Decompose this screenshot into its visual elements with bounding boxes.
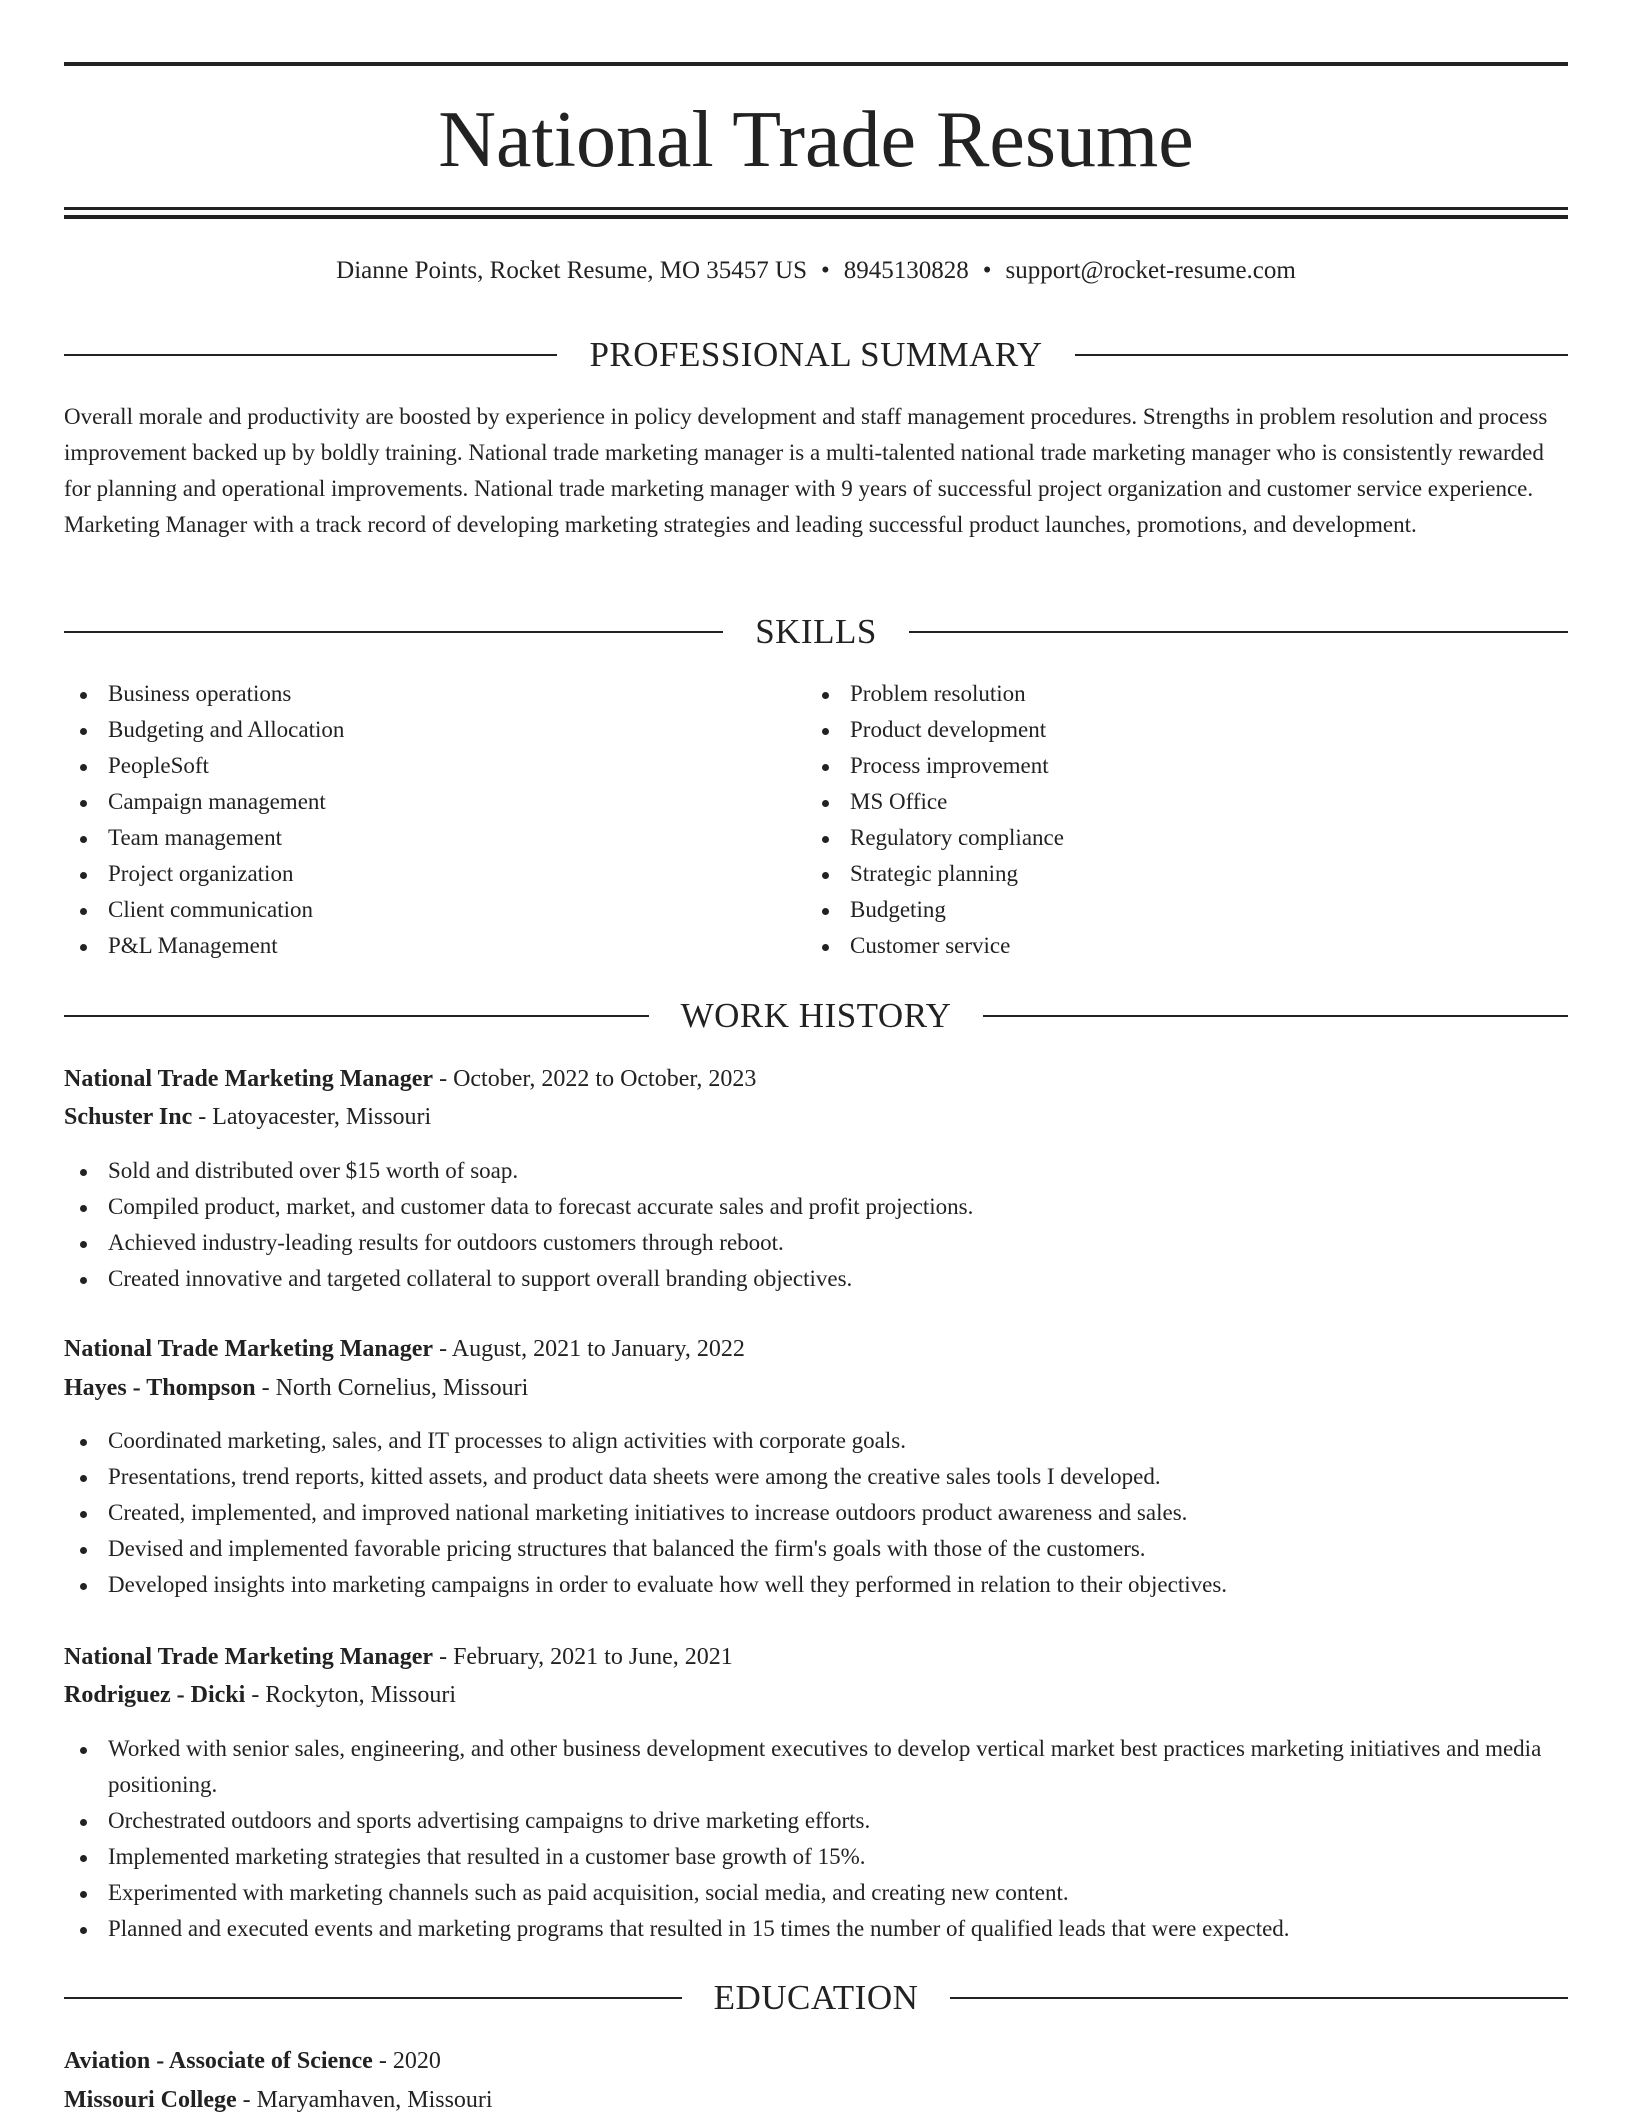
divider	[909, 631, 1568, 633]
list-item: Sold and distributed over $15 worth of soap.	[64, 1153, 1568, 1189]
divider	[950, 1997, 1568, 1999]
title-rule-upper	[64, 207, 1568, 210]
contact-email[interactable]: support@rocket-resume.com	[1005, 257, 1296, 284]
top-rule	[64, 62, 1568, 66]
list-item: Developed insights into marketing campaigns in order to evaluate how well they performed in relation to their objectives.	[64, 1567, 1568, 1603]
contact-separator: •	[982, 257, 992, 284]
job-title: National Trade Marketing Manager	[64, 1336, 434, 1362]
company-name: Rodriguez - Dicki	[64, 1682, 246, 1708]
skill-item: Business operations	[64, 676, 764, 712]
title-rule-lower	[64, 215, 1568, 219]
skills-list-left	[64, 676, 764, 964]
job-title: National Trade Marketing Manager	[64, 1066, 434, 1092]
list-item: Compiled product, market, and customer data to forecast accurate sales and profit projections.	[64, 1189, 1568, 1225]
skill-item: Strategic planning	[806, 856, 1506, 892]
skill-item: Project organization	[64, 856, 764, 892]
contact-line	[64, 255, 1568, 287]
skill-item: Customer service	[806, 928, 1506, 964]
section-header-skills	[64, 610, 1568, 654]
school-location: - Maryamhaven, Missouri	[236, 2087, 493, 2113]
contact-phone: 8945130828	[843, 257, 969, 284]
company-location: - North Cornelius, Missouri	[255, 1375, 529, 1401]
company-name: Schuster Inc	[64, 1104, 193, 1130]
section-header-work	[64, 994, 1568, 1038]
job-bullets	[64, 1153, 1568, 1297]
list-item: Achieved industry-leading results for outdoors customers through reboot.	[64, 1225, 1568, 1261]
skill-item: Process improvement	[806, 748, 1506, 784]
job-company-line	[64, 1370, 1568, 1406]
list-item: Implemented marketing strategies that resulted in a customer base growth of 15%.	[64, 1839, 1568, 1875]
job-title-line	[64, 1061, 1568, 1097]
skill-item: Problem resolution	[806, 676, 1506, 712]
list-item: Worked with senior sales, engineering, and other business development executives to develop vertical market best practices marketing initiatives and media positioning.	[64, 1731, 1568, 1803]
job-title: National Trade Marketing Manager	[64, 1644, 434, 1670]
degree-line	[64, 2043, 1568, 2079]
list-item: Devised and implemented favorable pricing structures that balanced the firm's goals with those of the customers.	[64, 1531, 1568, 1567]
skill-item: PeopleSoft	[64, 748, 764, 784]
job-company-line	[64, 1677, 1568, 1713]
skill-item: Client communication	[64, 892, 764, 928]
company-location: - Latoyacester, Missouri	[192, 1104, 432, 1130]
list-item: Coordinated marketing, sales, and IT processes to align activities with corporate goals.	[64, 1423, 1568, 1459]
list-item: Orchestrated outdoors and sports advertising campaigns to drive marketing efforts.	[64, 1803, 1568, 1839]
divider	[64, 631, 723, 633]
job-dates: - October, 2022 to October, 2023	[433, 1066, 757, 1092]
resume-title: National Trade Resume	[438, 96, 1194, 184]
job-dates: - August, 2021 to January, 2022	[433, 1336, 745, 1362]
skill-item: Budgeting	[806, 892, 1506, 928]
list-item: Experimented with marketing channels such as paid acquisition, social media, and creating new content.	[64, 1875, 1568, 1911]
skill-item: MS Office	[806, 784, 1506, 820]
skill-item: Budgeting and Allocation	[64, 712, 764, 748]
school-name: Missouri College	[64, 2087, 237, 2113]
divider	[1075, 354, 1568, 356]
degree-year: - 2020	[372, 2048, 441, 2074]
list-item: Presentations, trend reports, kitted assets, and product data sheets were among the creative sales tools I developed.	[64, 1459, 1568, 1495]
company-name: Hayes - Thompson	[64, 1375, 256, 1401]
skill-item: Product development	[806, 712, 1506, 748]
section-title: SKILLS	[755, 612, 877, 651]
section-header-education	[64, 1976, 1568, 2020]
degree-name: Aviation - Associate of Science	[64, 2048, 373, 2074]
job-title-line	[64, 1639, 1568, 1675]
contact-separator: •	[821, 257, 830, 284]
skill-item: Regulatory compliance	[806, 820, 1506, 856]
school-line	[64, 2082, 1568, 2118]
section-header-summary	[64, 333, 1568, 377]
summary-paragraph: Overall morale and productivity are boosted by experience in policy development and staff management procedures. Strengths in problem resolution and process improvement backed up by boldly training. National trade marketing manager is a multi-talented national trade marketing manager who is consistently rewarded for planning and operational improvements. National trade marketing manager with 9 years of successful project organization and customer service experience. Marketing Manager with a track record of developing marketing strategies and leading successful product launches, promotions, and development.	[64, 404, 1548, 537]
divider	[64, 1015, 649, 1017]
section-title: PROFESSIONAL SUMMARY	[589, 335, 1043, 374]
job-dates: - February, 2021 to June, 2021	[433, 1644, 733, 1670]
job-bullets	[64, 1731, 1568, 1947]
skills-list-right	[806, 676, 1506, 964]
section-title: WORK HISTORY	[680, 996, 952, 1035]
contact-address: Dianne Points, Rocket Resume, MO 35457 US	[336, 257, 807, 284]
skill-item: P&L Management	[64, 928, 764, 964]
divider	[983, 1015, 1568, 1017]
skill-item: Campaign management	[64, 784, 764, 820]
job-bullets	[64, 1423, 1568, 1603]
divider	[64, 1997, 682, 1999]
divider	[64, 354, 557, 356]
list-item: Created innovative and targeted collateral to support overall branding objectives.	[64, 1261, 1568, 1297]
company-location: - Rockyton, Missouri	[245, 1682, 456, 1708]
section-title: EDUCATION	[713, 1978, 919, 2017]
list-item: Created, implemented, and improved national marketing initiatives to increase outdoors product awareness and sales.	[64, 1495, 1568, 1531]
list-item: Planned and executed events and marketing programs that resulted in 15 times the number of qualified leads that were expected.	[64, 1911, 1568, 1947]
job-title-line	[64, 1331, 1568, 1367]
job-company-line	[64, 1099, 1568, 1135]
skill-item: Team management	[64, 820, 764, 856]
